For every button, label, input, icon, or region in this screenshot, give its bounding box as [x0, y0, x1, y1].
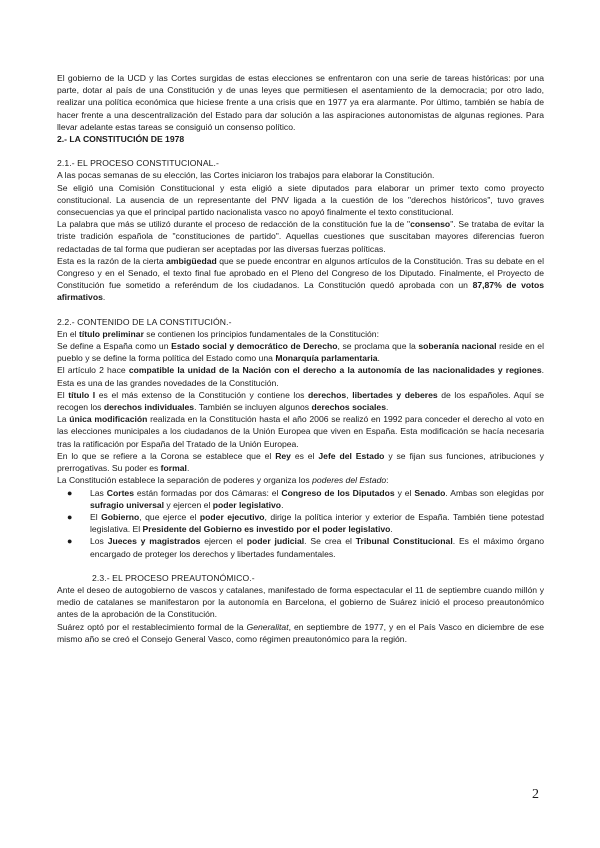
s21-paragraph-1: A las pocas semanas de su elección, las Cortes iniciaron los trabajos para elaborar la Constitución.	[57, 170, 435, 181]
s23-paragraph-2: Suárez optó por el restablecimiento formal de la Generalitat, en septiembre de 1977, y en el País Vasco en diciembre de ese mismo año se creó el Consejo General Vasco, como régimen preautonómico para la región.	[57, 621, 544, 644]
list-item: ● Las Cortes están formadas por dos Cámaras: el Congreso de los Diputados y el Senado. Ambas son elegidas por sufragio universal y ejercen el poder legislativo.	[67, 487, 544, 510]
document-page	[57, 72, 544, 645]
section-2-3-title: 2.3.- EL PROCESO PREAUTONÓMICO.-	[92, 572, 255, 583]
page-number: 2	[532, 787, 539, 802]
s22-paragraph-3: El artículo 2 hace compatible la unidad de la Nación con el derecho a la autonomía de las nacionalidades y regiones. Esta es una de las grandes novedades de la Constitución.	[57, 365, 544, 388]
s22-paragraph-4: El título I es el más extenso de la Constitución y contiene los derechos, libertades y deberes de los españoles. Aquí se recogen los derechos individuales. También se incluyen algunos derechos sociales.	[57, 389, 544, 413]
bullet-icon: ●	[67, 511, 73, 522]
list-item: ● El Gobierno, que ejerce el poder ejecutivo, dirige la política interior y exterior de España. También tiene potestad legislativa. El Presidente del Gobierno es investido por el poder legislativo.	[67, 511, 544, 535]
powers-list	[57, 487, 544, 560]
s21-paragraph-3: La palabra que más se utilizó durante el proceso de redacción de la constitución fue la de "consenso". Se trataba de evitar la triste tradición española de "constituciones de partido". Aquellas cuestiones que suscitaban mayores diferencias fueron redactadas de tal forma que pudieran ser aceptadas por las diversas fuerzas políticas.	[57, 219, 545, 254]
s21-paragraph-4: Esta es la razón de la cierta ambigüedad que se puede encontrar en algunos artículos de la Constitución. Tras su debate en el Congreso y en el Senado, el texto final fue aprobado en el Pleno del Congreso de los Diputado. Finalmente, el Proyecto de Constitución fue sometido a referéndum de los ciudadanos. La Constitución quedó aprobada con un 87,87% de votos afirmativos.	[57, 255, 544, 303]
section-2-2-title: 2.2.- CONTENIDO DE LA CONSTITUCIÓN.-	[57, 316, 232, 327]
s23-paragraph-1: Ante el deseo de autogobierno de vascos y catalanes, manifestado de forma espectacular el 11 de septiembre cuando millón y medio de catalanes se manifestaron por la autonomía en Barcelona, el gobierno de Suárez inició el proceso preautonómico antes de la aprobación de la Constitución.	[57, 584, 544, 620]
s22-paragraph-5: La única modificación realizada en la Constitución hasta el año 2006 se realizó en 1992 para conceder el derecho al voto en las elecciones municipales a los ciudadanos de la Unión Europea que viven en España. Esta modificación se hacía necesaria tras la ratificación por España del Tratado de la Unión Europea.	[57, 414, 544, 449]
s22-paragraph-2: Se define a España como un Estado social y democrático de Derecho, se proclama que la soberanía nacional reside en el pueblo y se define la forma política del Estado como una Monarquía parlamentaria.	[57, 341, 544, 364]
s22-paragraph-7: La Constitución establece la separación de poderes y organiza los poderes del Estado:	[57, 475, 389, 486]
s21-paragraph-2: Se eligió una Comisión Constitucional y esta eligió a siete diputados para elaborar un primer texto como proyecto constitucional. La ausencia de un representante del PNV ligada a la cuestión de los "derechos históricos", tuvo graves consecuencias ya que el principal partido nacionalista vasco no apoyó finalmente el texto constitucional.	[57, 182, 544, 218]
bullet-icon: ●	[67, 536, 73, 547]
section-2-title: 2.- LA CONSTITUCIÓN DE 1978	[57, 134, 185, 145]
s22-paragraph-1: En el título preliminar se contienen los principios fundamentales de la Constitución:	[57, 328, 379, 339]
intro-paragraph: El gobierno de la UCD y las Cortes surgidas de estas elecciones se enfrentaron con una serie de tareas históricas: por una parte, dotar al país de una Constitución y de unas leyes que permitiesen el asentamiento de la democracia; por otro lado, realizar una política económica que hiciese frente a una crisis que en 1977 ya era alarmante. Por último, también se había de hacer frente a una descentralización del Estado para dar solución a las aspiraciones autonomistas de algunas regiones. Para llevar adelante estas tareas se consiguió un consenso político.	[57, 73, 544, 132]
bullet-icon: ●	[67, 487, 73, 498]
section-2-1-title: 2.1.- EL PROCESO CONSTITUCIONAL.-	[57, 158, 219, 169]
s22-paragraph-6: En lo que se refiere a la Corona se establece que el Rey es el Jefe del Estado y se fijan sus funciones, atribuciones y prerrogativas. Su poder es formal.	[57, 450, 544, 474]
list-item: ● Los Jueces y magistrados ejercen el poder judicial. Se crea el Tribunal Constitucional. Es el máximo órgano encargado de proteger los derechos y libertades fundamentales.	[67, 536, 545, 559]
